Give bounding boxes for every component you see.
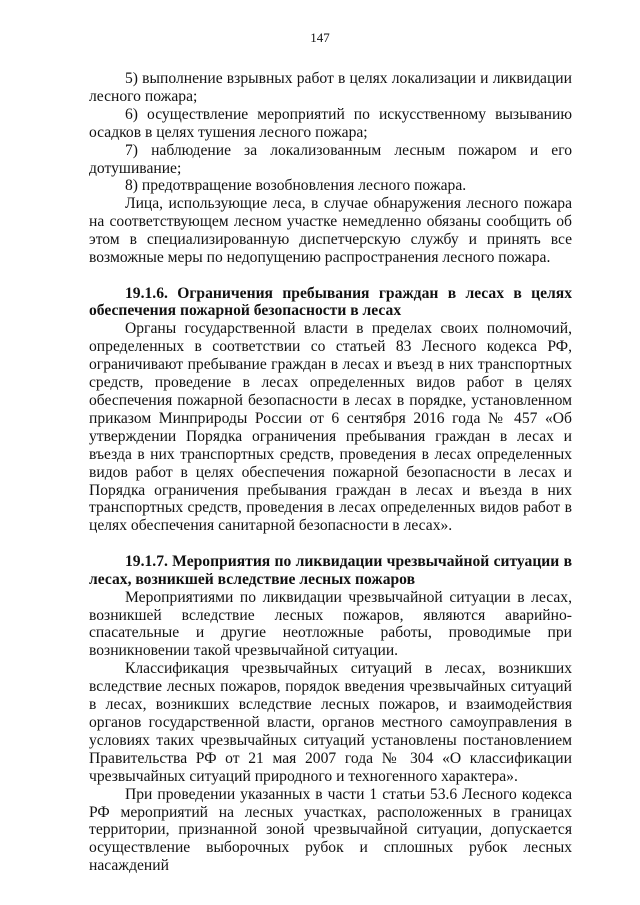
paragraph: Органы государственной власти в пределах своих полномочий, определенных в соответствии со статьей 83 Лесного кодекса РФ, ограничивают пребывание граждан в лесах и въезд в них транспортных средств, проведение в лесах определенных видов работ в целях обеспечения пожарной безопасности в лесах в порядке, установленном приказом Минприроды России от 6 сентября 2016 года № 457 «Об утверждении Порядка ограничения пребывания граждан в лесах и въезда в них транспортных средств, проведения в лесах определенных видов работ в целях обеспечения пожарной безопасности в лесах и Порядка ограничения пребывания граждан в лесах и въезда в них транспортных средств, проведения в лесах определенных видов работ в целях обеспечения санитарной безопасности в лесах».	[89, 320, 572, 535]
paragraph: Лица, использующие леса, в случае обнаружения лесного пожара на соответствующем лесном участке немедленно обязаны сообщить об этом в специализированную диспетчерскую службу и принять все возможные меры по недопущению распространения лесного пожара.	[89, 195, 572, 267]
paragraph: При проведении указанных в части 1 статьи 53.6 Лесного кодекса РФ мероприятий на лесных участках, расположенных в границах территории, признанной зоной чрезвычайной ситуации, допускается осуществление выборочных рубок и сплошных рубок лесных насаждений	[89, 785, 572, 875]
section-heading: 19.1.6. Ограничения пребывания граждан в лесах в целях обеспечения пожарной безопасности в лесах	[89, 284, 572, 320]
list-item: 8) предотвращение возобновления лесного пожара.	[125, 177, 467, 195]
list-item: 5) выполнение взрывных работ в целях локализации и ликвидации лесного пожара;	[89, 70, 572, 105]
list-item: 7) наблюдение за локализованным лесным пожаром и его дотушивание;	[89, 141, 572, 177]
paragraph: Мероприятиями по ликвидации чрезвычайной ситуации в лесах, возникшей вследствие лесных пожаров, являются аварийно-спасательные и другие неотложные работы, проводимые при возникновении такой чрезвычайной ситуации.	[89, 588, 572, 660]
page-content	[89, 70, 572, 875]
list-item: 6) осуществление мероприятий по искусственному вызыванию осадков в целях тушения лесного пожара;	[89, 105, 572, 141]
paragraph: Классификация чрезвычайных ситуаций в лесах, возникших вследствие лесных пожаров, порядок введения чрезвычайных ситуаций в лесах, возникших вследствие лесных пожаров, и взаимодействия органов государственной власти, органов местного самоуправления в условиях таких чрезвычайных ситуаций установлены постановлением Правительства РФ от 21 мая 2007 года № 304 «О классификации чрезвычайных ситуаций природного и техногенного характера».	[89, 660, 572, 785]
page-number: 147	[310, 30, 330, 45]
section-heading: 19.1.7. Мероприятия по ликвидации чрезвычайной ситуации в лесах, возникшей вследствие лесных пожаров	[89, 552, 572, 588]
